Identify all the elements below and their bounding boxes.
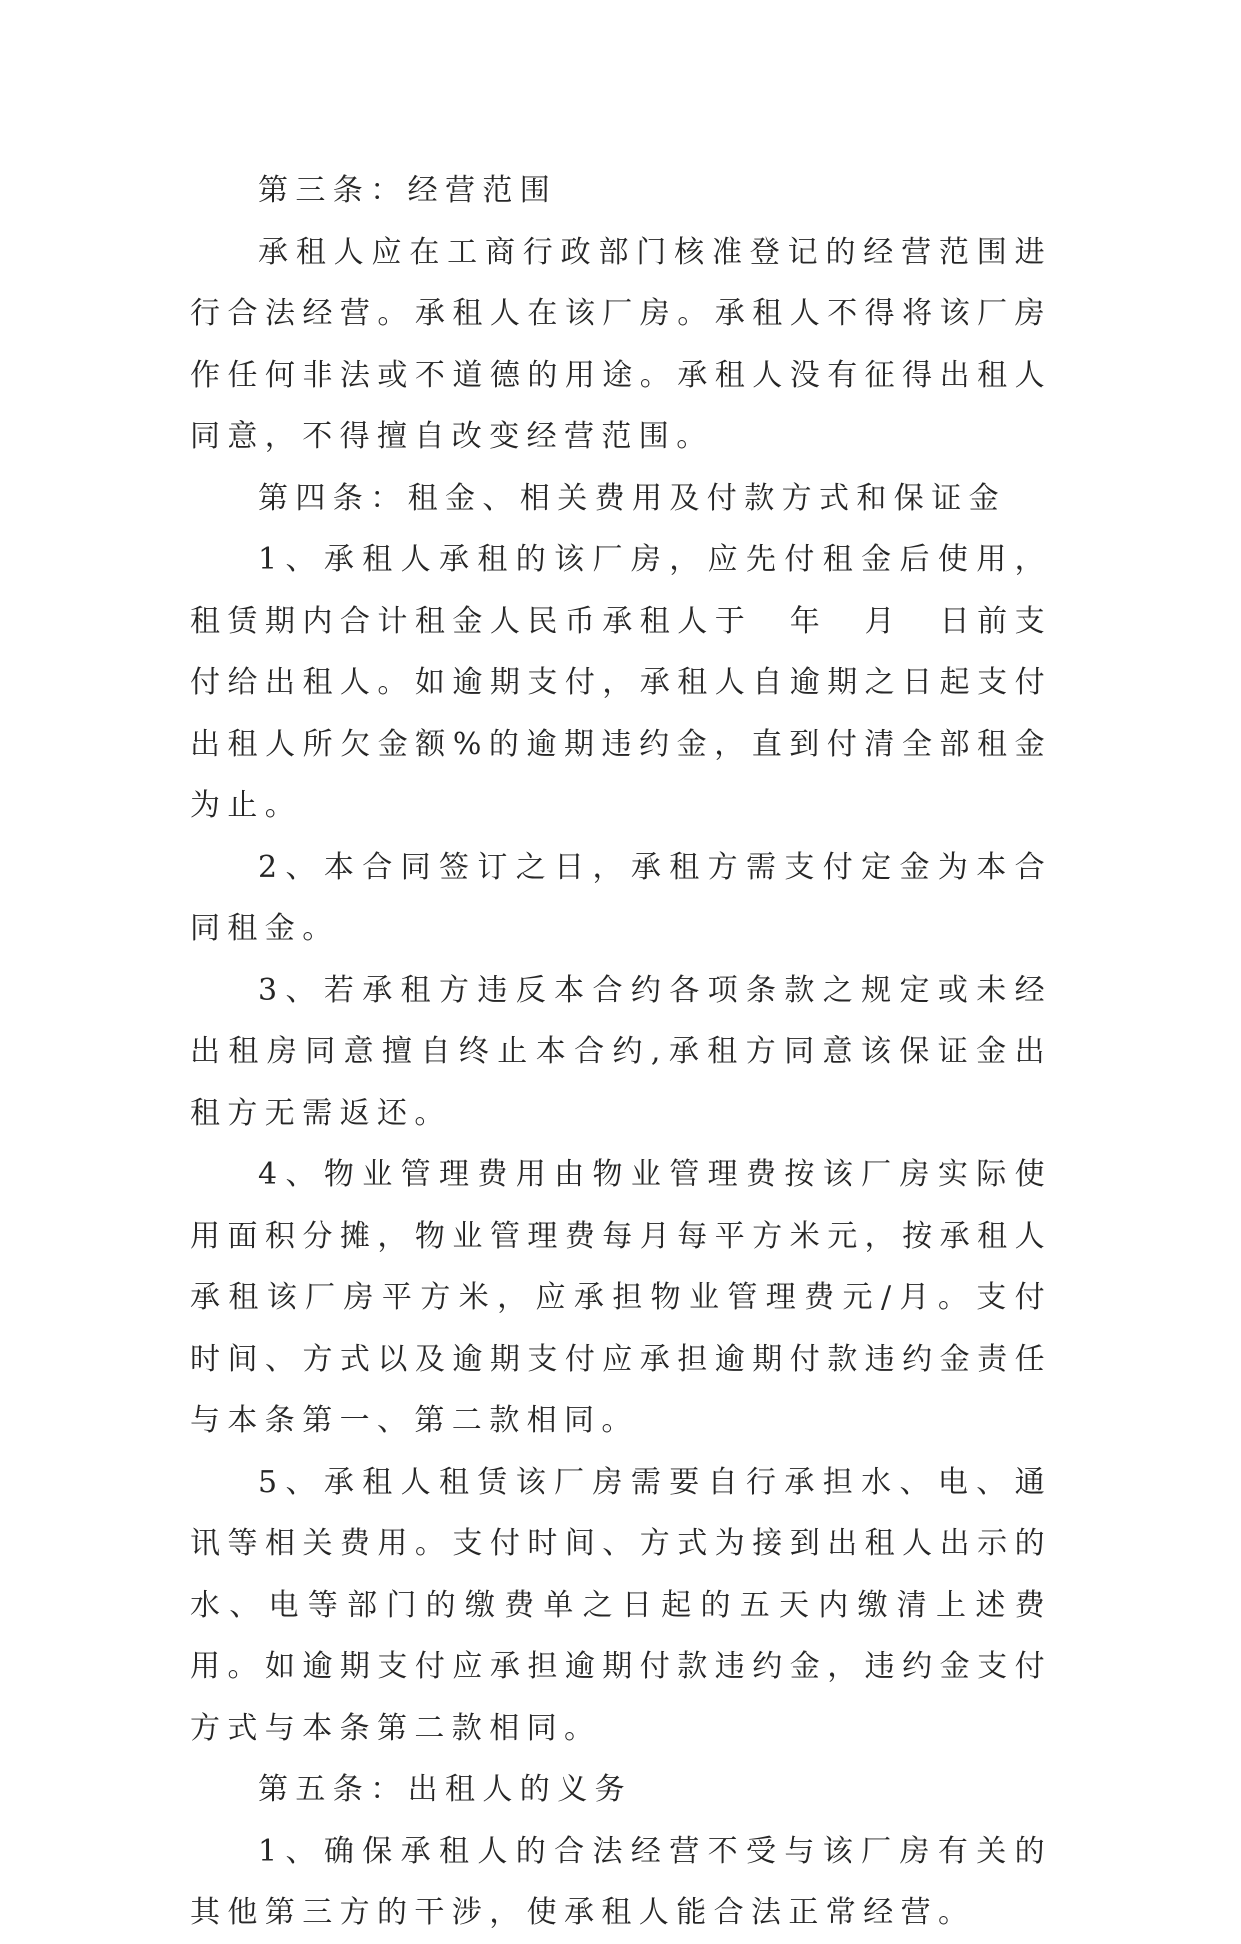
article-4-clause-1: 1、承租人承租的该厂房，应先付租金后使用，租赁期内合计租金人民币承租人于 年 月 日前支付给出租人。如逾期支付，承租人自逾期之日起支付出租人所欠金额%的逾期违约金，直到付清全部租金为止。 — [190, 542, 1052, 823]
article-5-heading: 第五条：出租人的义务 — [258, 1772, 632, 1807]
document-body — [190, 160, 1052, 1944]
article-5-clause-1: 1、确保承租人的合法经营不受与该厂房有关的其他第三方的干涉，使承租人能合法正常经营。 — [190, 1833, 1052, 1930]
article-4-clause-3: 3、若承租方违反本合约各项条款之规定或未经出租房同意擅自终止本合约,承租方同意该保证金出租方无需返还。 — [190, 972, 1052, 1131]
article-3-heading: 第三条：经营范围 — [258, 173, 558, 208]
article-4-clause-5: 5、承租人租赁该厂房需要自行承担水、电、通讯等相关费用。支付时间、方式为接到出租人出示的水、电等部门的缴费单之日起的五天内缴清上述费用。如逾期支付应承担逾期付款违约金，违约金支付方式与本条第二款相同。 — [190, 1464, 1052, 1746]
article-4-clause-2: 2、本合同签订之日，承租方需支付定金为本合同租金。 — [190, 849, 1052, 946]
article-4-clause-4: 4、物业管理费用由物业管理费按该厂房实际使用面积分摊，物业管理费每月每平方米元，按承租人承租该厂房平方米，应承担物业管理费元/月。支付时间、方式以及逾期支付应承担逾期付款违约金责任与本条第一、第二款相同。 — [190, 1157, 1052, 1438]
article-4-heading: 第四条：租金、相关费用及付款方式和保证金 — [258, 480, 1006, 516]
article-3-paragraph: 承租人应在工商行政部门核准登记的经营范围进行合法经营。承租人在该厂房。承租人不得将该厂房作任何非法或不道德的用途。承租人没有征得出租人同意，不得擅自改变经营范围。 — [190, 234, 1052, 454]
